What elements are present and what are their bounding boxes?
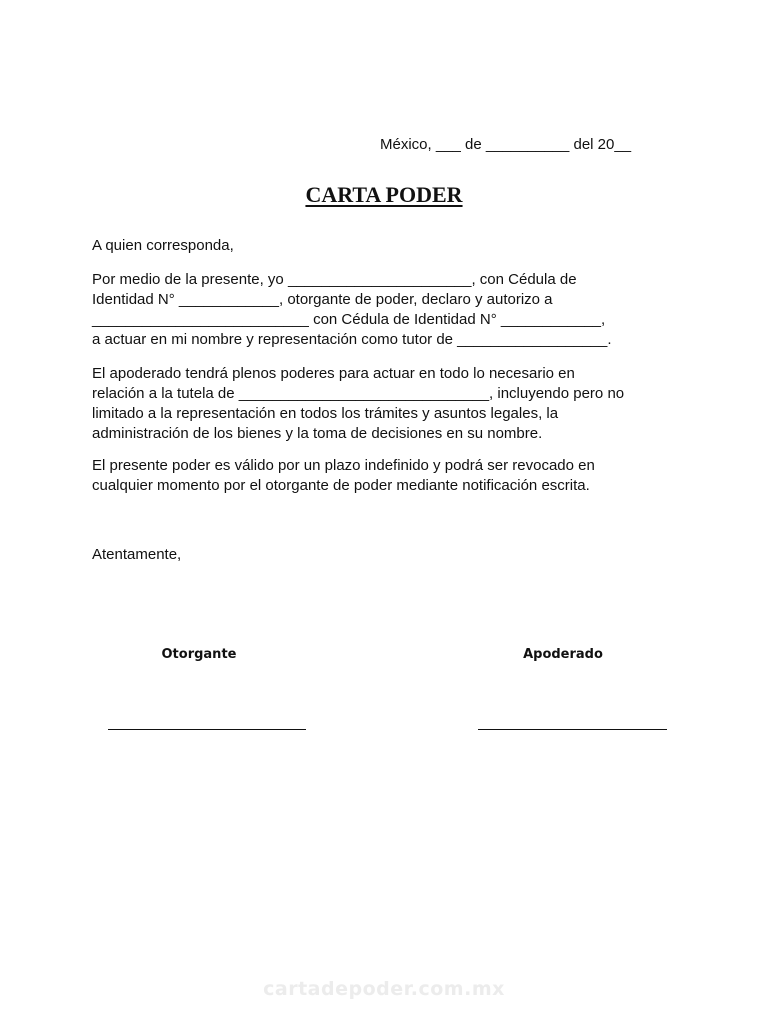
paragraph-line: __________________________ con Cédula de Identidad N° ____________, [92,311,606,328]
paragraph-line: Por medio de la presente, yo ______________________, con Cédula de [92,271,577,288]
signature-line-apoderado [478,729,667,730]
paragraph-line: relación a la tutela de ______________________________, incluyendo pero no [92,385,625,402]
paragraph-line: El presente poder es válido por un plazo indefinido y podrá ser revocado en [92,457,595,474]
signature-label-otorgante: Otorgante [161,647,237,662]
paragraph-authorization [92,270,692,350]
paragraph-line: limitado a la representación en todos los trámites y asuntos legales, la [92,405,559,422]
paragraph-line: a actuar en mi nombre y representación como tutor de __________________. [92,331,612,348]
paragraph-line: administración de los bienes y la toma de decisiones en su nombre. [92,425,543,442]
closing: Atentamente, [92,546,182,563]
watermark: cartadepoder.com.mx [263,978,505,1000]
paragraph-line: El apoderado tendrá plenos poderes para actuar en todo lo necesario en [92,365,575,382]
greeting: A quien corresponda, [92,237,234,254]
paragraph-powers [92,364,692,444]
paragraph-validity [92,456,692,496]
paragraph-line: cualquier momento por el otorgante de poder mediante notificación escrita. [92,477,590,494]
paragraph-line: Identidad N° ____________, otorgante de poder, declaro y autorizo a [92,291,553,308]
date-line: México, ___ de __________ del 20__ [380,136,632,153]
document-title-text: CARTA PODER [305,182,463,207]
signature-line-otorgante [108,729,306,730]
document-title [0,182,768,208]
signature-label-apoderado: Apoderado [523,647,603,662]
